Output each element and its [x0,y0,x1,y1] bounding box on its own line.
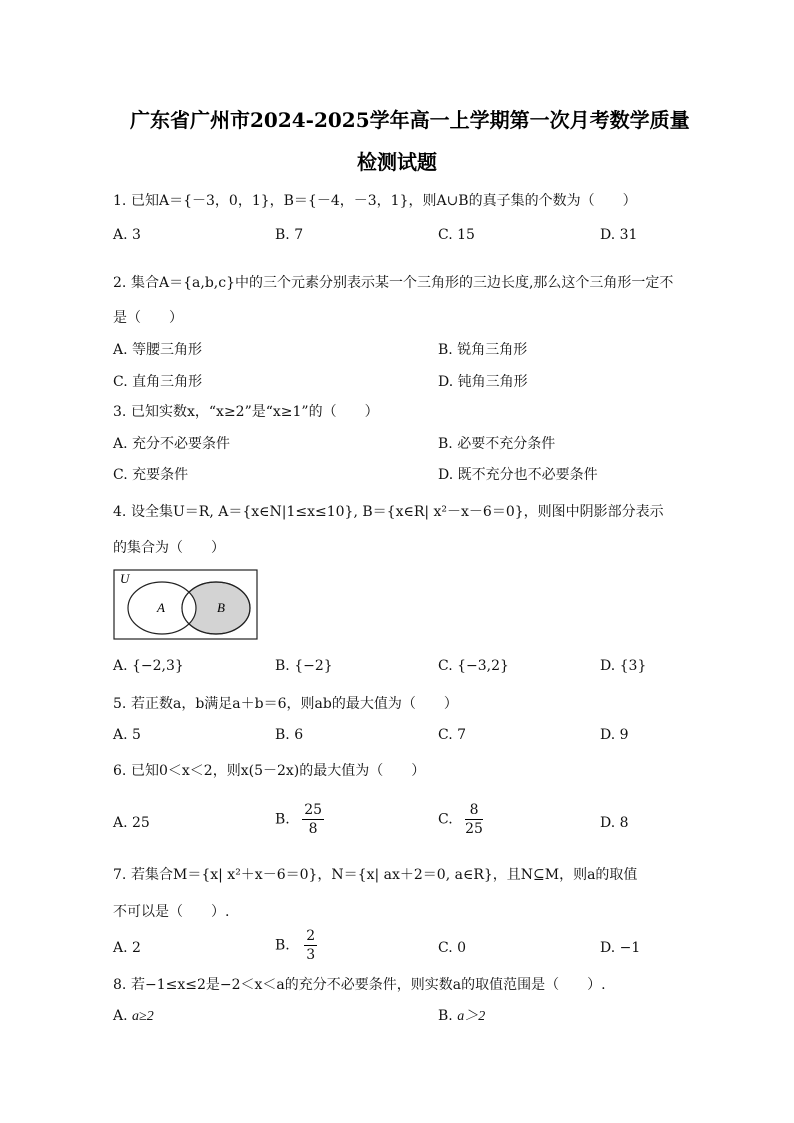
option-label: D. [600,727,616,743]
option-label: B. [275,658,290,674]
question-8-text: 若−1≤x≤2是−2＜x＜a的充分不必要条件，则实数a的取值范围是（ ）. [131,977,606,993]
option-label: C. [438,940,453,956]
question-7-text: 若集合M＝{x| x²＋x－6＝0}，N＝{x| ax＋2＝0, a∈R}，且N⊆M，则a的取值 [131,867,638,883]
option-label: B. [438,436,453,452]
question-7-text-cont: 不可以是（ ）. [113,904,230,920]
option-label: D. [600,658,616,674]
option-label: D. [438,374,454,390]
option-label: C. [438,227,453,243]
option-text: 充分不必要条件 [132,436,231,452]
option-text: 直角三角形 [132,374,203,390]
option-label: B. [438,342,453,358]
fraction [465,801,483,838]
option-label: B. [275,727,290,743]
option-text: 既不充分也不必要条件 [457,467,598,483]
option-text: 7 [294,227,304,243]
q5-option-c [438,726,466,744]
option-label: C. [438,811,453,828]
q6-option-a [113,814,150,832]
option-text: 8 [619,815,629,831]
q2-option-d [438,373,528,391]
option-label: B. [275,811,290,828]
option-label: A. [113,940,128,956]
fraction-numerator: 25 [304,802,323,818]
q2-option-a [113,341,202,359]
fraction-denominator: 25 [465,821,483,837]
option-text: 6 [294,727,304,743]
question-2-number: 2. [113,275,127,291]
option-text: 钝角三角形 [457,374,528,390]
question-6-number: 6. [113,763,127,779]
option-label: A. [113,436,128,452]
question-4-text-cont: 的集合为（ ） [113,540,225,556]
question-5-text: 若正数a，b满足a＋b＝6，则ab的最大值为（ ） [131,696,458,712]
option-text: 5 [132,727,141,743]
q7-option-b [275,927,317,964]
option-text: 必要不充分条件 [457,436,556,452]
venn-diagram [113,569,259,640]
q7-option-c [438,939,466,957]
question-1-number: 1. [113,193,127,209]
option-text: 0 [457,940,467,956]
option-text: 25 [132,815,150,831]
q3-option-a [113,435,230,453]
option-text: {−2} [294,658,333,674]
q5-option-d [600,726,629,744]
option-text: 等腰三角形 [132,342,203,358]
question-4-number: 4. [113,504,127,520]
option-label: D. [438,467,454,483]
q4-option-d [600,657,646,675]
option-label: A. [113,658,128,674]
option-text: 2 [132,940,141,956]
q4-option-c [438,657,509,675]
option-text: a≥2 [132,1009,154,1024]
question-2-text: 集合A＝{a,b,c}中的三个元素分别表示某一个三角形的三边长度,那么这个三角形一定不 [131,275,674,291]
q1-option-c [438,226,475,244]
q3-option-d [438,466,598,484]
question-7-number: 7. [113,867,127,883]
option-text: 3 [132,227,141,243]
fraction-numerator: 2 [306,928,316,944]
option-label: C. [438,658,453,674]
option-label: D. [600,940,616,956]
option-label: C. [438,727,453,743]
fraction [304,927,317,964]
option-label: A. [113,815,128,831]
option-text: {3} [619,658,647,674]
question-6-text: 已知0＜x＜2，则x(5－2x)的最大值为（ ） [131,763,426,779]
q6-option-c [438,801,483,838]
option-label: D. [600,227,616,243]
venn-label-a: A [157,600,165,615]
option-text: 31 [619,227,638,243]
question-1-text: 已知A＝{－3，0，1}，B＝{－4，－3，1}，则A∪B的真子集的个数为（ ） [131,193,637,209]
q1-option-d [600,226,637,244]
option-label: B. [438,1008,453,1024]
q6-option-b [275,801,324,838]
q4-option-a [113,657,184,675]
question-5-number: 5. [113,696,127,712]
q8-option-b [438,1007,485,1026]
option-text: −1 [619,940,641,956]
page-title-line1: 广东省广州市2024-2025学年高一上学期第一次月考数学质量 [130,108,690,132]
q4-option-b [275,657,333,675]
q5-option-b [275,726,303,744]
option-label: D. [600,815,616,831]
question-4-text: 设全集U＝R, A＝{x∈N|1≤x≤10}, B＝{x∈R| x²－x－6＝0}，则图中阴影部分表示 [131,504,664,520]
fraction-denominator: 8 [308,821,318,837]
q8-option-a [113,1007,154,1026]
option-text: 9 [619,727,629,743]
page-title-line2: 检测试题 [357,150,437,174]
fraction-denominator: 3 [306,947,316,963]
option-label: C. [113,374,128,390]
option-label: B. [275,227,290,243]
option-label: A. [113,1008,128,1024]
q7-option-a [113,939,141,957]
option-label: A. [113,227,128,243]
question-2-text-cont: 是（ ） [113,310,183,326]
q2-option-c [113,373,202,391]
option-label: A. [113,727,128,743]
option-text: 锐角三角形 [457,342,528,358]
option-text: {−2,3} [132,658,184,674]
q3-option-c [113,466,188,484]
venn-label-u: U [120,571,130,586]
q7-option-d [600,939,640,957]
q1-option-b [275,226,303,244]
option-label: B. [275,937,290,954]
option-text: 充要条件 [132,467,189,483]
venn-label-b: B [217,600,225,615]
fraction [302,801,324,838]
option-label: C. [113,467,128,483]
option-text: {−3,2} [457,658,509,674]
option-text: 7 [457,727,467,743]
q5-option-a [113,726,141,744]
option-label: A. [113,342,128,358]
question-8-number: 8. [113,977,127,993]
question-3-number: 3. [113,404,127,420]
option-text: a＞2 [457,1009,486,1024]
fraction-numerator: 8 [465,801,483,820]
q6-option-d [600,814,629,832]
option-text: 15 [457,227,475,243]
q2-option-b [438,341,527,359]
question-3-text: 已知实数x，“x≥2”是“x≥1”的（ ） [131,404,379,420]
q3-option-b [438,435,555,453]
q1-option-a [113,226,141,244]
